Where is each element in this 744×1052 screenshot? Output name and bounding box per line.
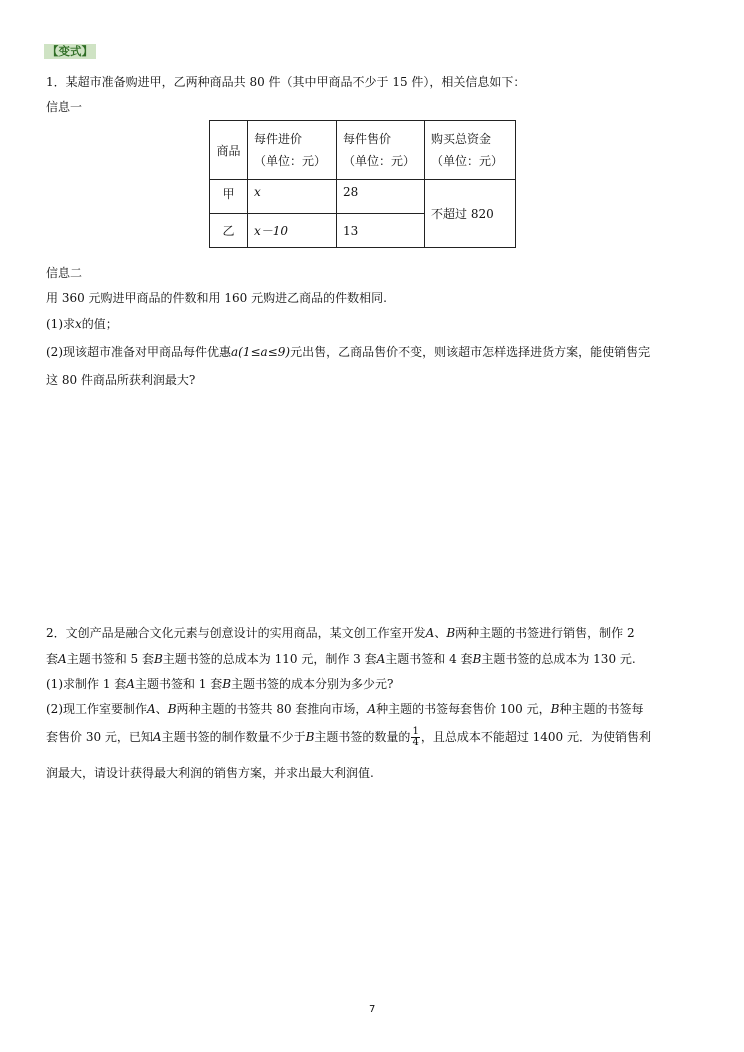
header-cost-line1: 每件进价 [254,132,303,146]
info-table [209,120,516,248]
table-row [210,180,516,214]
header-total [425,121,516,180]
row1-item: 甲 [210,180,248,214]
info2-label: 信息二 [46,266,83,280]
q1-stem: 1．某超市准备购进甲，乙两种商品共 80 件（其中甲商品不少于 15 件），相关信息如下： [46,75,526,89]
q1-part1: (1)求x的值； [46,317,118,331]
q2-line1: 2．文创产品是融合文化元素与创意设计的实用商品，某文创工作室开发A、B两种主题的书签进行销售，制作 2 [46,626,635,640]
header-total-line1: 购买总资金 [431,132,492,146]
fraction-one-quarter: $\frac{1}{4}$ [412,726,419,748]
total-budget: 不超过 820 [425,180,516,248]
q2-part2-end: 润最大，请设计获得最大利润的销售方案，并求出最大利润值. [46,766,374,780]
header-price-line1: 每件售价 [343,132,392,146]
q1-part2: (2)现该超市准备对甲商品每件优惠a(1≤a≤9)元出售，乙商品售价不变，则该超市怎样选择进货方案，能使销售完 [46,345,651,359]
row2-item: 乙 [210,214,248,248]
row2-price: 13 [337,214,425,248]
header-price [337,121,425,180]
header-cost [248,121,337,180]
row1-price: 28 [337,180,425,214]
q2-part2: (2)现工作室要制作A、B两种主题的书签共 80 套推向市场，A种主题的书签每套售价 100 元，B种主题的书签每 [46,702,644,716]
row2-cost: x－10 [248,214,337,248]
q1-part2-cont: 这 80 件商品所获利润最大? [46,373,196,387]
header-item: 商品 [210,121,248,180]
row1-cost: x [248,180,337,214]
section-tag: 【变式】 [44,44,96,59]
q2-part1: (1)求制作 1 套A主题书签和 1 套B主题书签的成本分别为多少元? [46,677,394,691]
info2-text: 用 360 元购进甲商品的件数和用 160 元购进乙商品的件数相同. [46,291,387,305]
info1-label: 信息一 [46,100,83,114]
header-price-line2: （单位：元） [343,154,416,168]
q2-line2: 套A主题书签和 5 套B主题书签的总成本为 110 元，制作 3 套A主题书签和 4 套B主题书签的总成本为 130 元. [46,652,636,666]
table-header-row [210,121,516,180]
header-total-line2: （单位：元） [431,154,504,168]
page-number: 7 [369,1004,376,1015]
header-cost-line2: （单位：元） [254,154,327,168]
q2-part2-cont: 套售价 30 元，已知A主题书签的制作数量不少于B主题书签的数量的 $\frac{1}{4}$ ，且总成本不能超过 1400 元．为使销售利 [46,726,651,748]
